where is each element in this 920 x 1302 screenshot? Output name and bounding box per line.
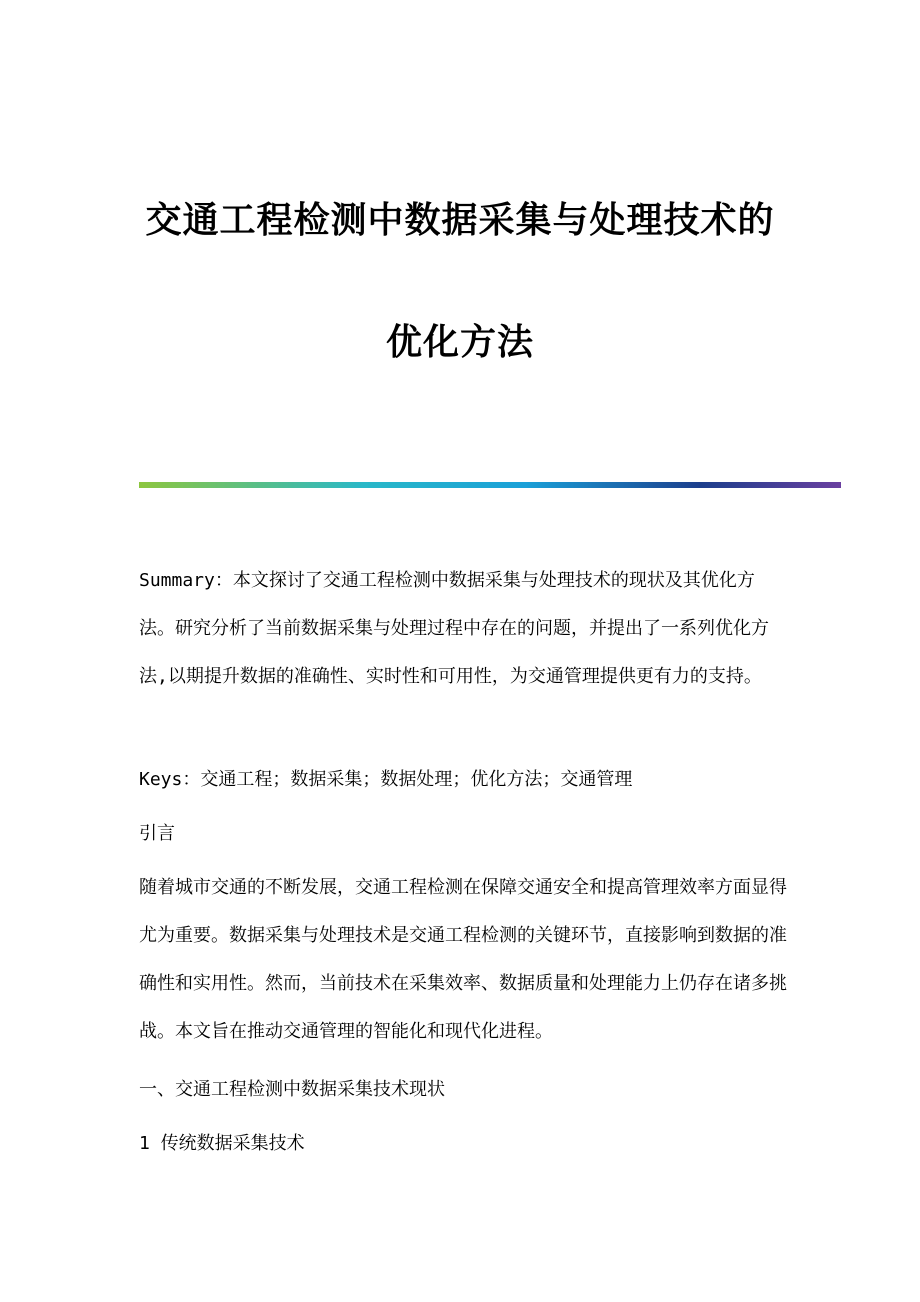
summary-paragraph xyxy=(139,557,789,701)
intro-heading: 引言 xyxy=(139,823,175,844)
gradient-divider xyxy=(139,482,841,488)
keywords-label: Keys： xyxy=(139,769,201,790)
document-title-line-2: 优化方法 xyxy=(385,321,534,363)
keywords-text: 交通工程；数据采集；数据处理；优化方法；交通管理 xyxy=(200,769,633,790)
document-title-line-1: 交通工程检测中数据采集与处理技术的 xyxy=(145,199,775,241)
summary-text: 本文探讨了交通工程检测中数据采集与处理技术的现状及其优化方法。研究分析了当前数据采集与处理过程中存在的问题，并提出了一系列优化方法,以期提升数据的准确性、实时性和可用性，为交通管理提供更有力的支持。 xyxy=(139,570,769,687)
subsection-heading-1: 1 传统数据采集技术 xyxy=(139,1133,305,1154)
intro-paragraph: 随着城市交通的不断发展，交通工程检测在保障交通安全和提高管理效率方面显得尤为重要。数据采集与处理技术是交通工程检测的关键环节，直接影响到数据的准确性和实用性。然而，当前技术在采集效率、数据质量和处理能力上仍存在诸多挑战。本文旨在推动交通管理的智能化和现代化进程。 xyxy=(139,877,787,1042)
summary-label: Summary： xyxy=(139,570,233,591)
keywords-paragraph xyxy=(139,756,789,804)
section-heading-1: 一、交通工程检测中数据采集技术现状 xyxy=(139,1079,445,1100)
